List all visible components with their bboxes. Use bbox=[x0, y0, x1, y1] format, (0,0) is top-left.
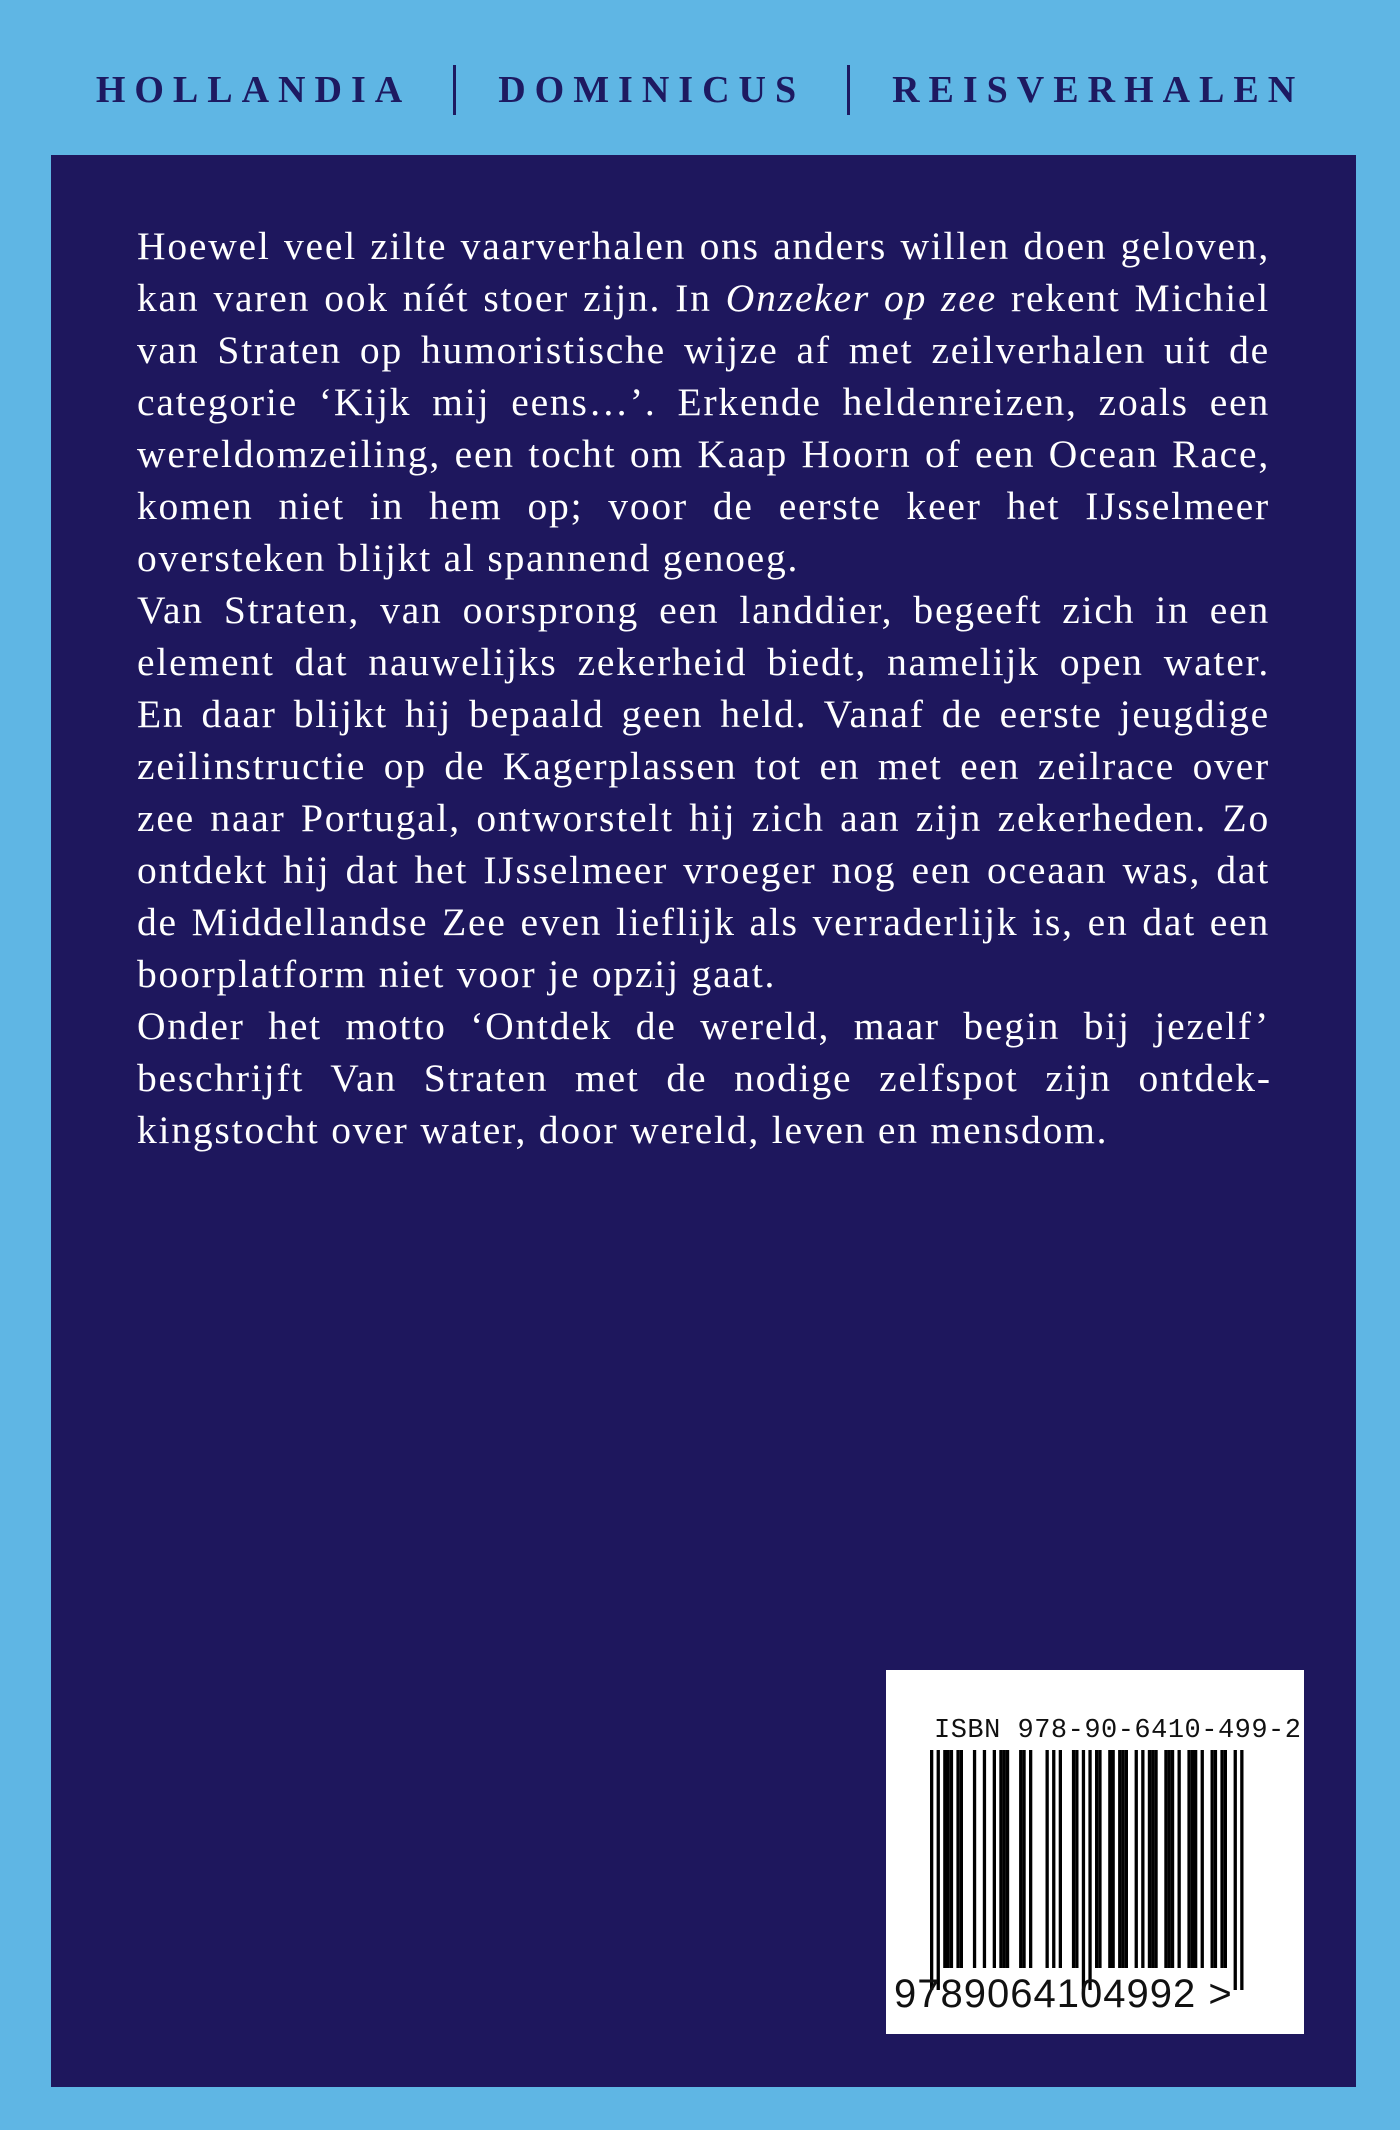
barcode-bar bbox=[1052, 1750, 1055, 1968]
barcode-bar bbox=[1171, 1750, 1174, 1968]
barcode-bar bbox=[1022, 1750, 1025, 1968]
ean-digits-text: 9789064104992 bbox=[894, 1972, 1197, 2016]
barcode-guard-bar bbox=[937, 1750, 940, 1990]
barcode-bar bbox=[1201, 1750, 1204, 1968]
ean-digits bbox=[894, 1972, 1294, 2017]
barcode-bar bbox=[1148, 1750, 1151, 1968]
blurb-paragraph-2: Van Straten, van oorsprong een landdier, begeeft zich in een element dat nauwelijks zekerheid biedt, namelijk open water. En daar blijkt hij bepaald geen held. Vanaf de eerste jeugdige zeilinstructie op de Kagerplassen tot en met een zeilrace over zee naar Portugal, ontworstelt hij zich aan zijn zekerheden. Zo ontdekt hij dat het IJsselmeer vroeger nog een oceaan was, dat de Middellandse Zee even lieflijk als verraderlijk is, en dat een boorplatform niet voor je opzij gaat. bbox=[137, 588, 1270, 996]
barcode-bar bbox=[1075, 1750, 1078, 1968]
barcode-bar bbox=[1121, 1750, 1124, 1968]
barcode-bar bbox=[1095, 1750, 1098, 1968]
barcode-bar bbox=[1178, 1750, 1181, 1968]
blurb-paragraph-3: Onder het motto ‘Ontdek de wereld, maar begin bij jezelf’ beschrijft Van Straten met de nodige zelfspot zijn ontdekkingstocht over water, door wereld, leven en mensdom. bbox=[137, 1004, 1270, 1152]
barcode-bar bbox=[1118, 1750, 1121, 1968]
barcode-bar bbox=[1112, 1750, 1115, 1968]
barcode-bar bbox=[1194, 1750, 1197, 1968]
barcode-bar bbox=[1187, 1750, 1190, 1968]
barcode-bar bbox=[983, 1750, 986, 1968]
series-divider bbox=[453, 65, 456, 115]
barcode-guard-bar bbox=[1234, 1750, 1237, 1990]
barcode-bar bbox=[1141, 1750, 1144, 1968]
barcode-bar bbox=[947, 1750, 950, 1968]
barcode-guard-bar bbox=[1082, 1750, 1085, 1990]
series-divider bbox=[847, 65, 850, 115]
blurb-paragraph-1 bbox=[137, 220, 1270, 584]
series-header bbox=[0, 62, 1400, 118]
barcode-bar bbox=[1019, 1750, 1022, 1968]
barcode-bar bbox=[1224, 1750, 1227, 1968]
barcode-bar bbox=[1154, 1750, 1157, 1968]
barcode-bar bbox=[950, 1750, 953, 1968]
isbn-barcode-box bbox=[886, 1670, 1304, 2034]
series-name-hollandia: HOLLANDIA bbox=[95, 69, 412, 111]
barcode-bar bbox=[1108, 1750, 1111, 1968]
barcode-bar bbox=[993, 1750, 996, 1968]
barcode-bar bbox=[943, 1750, 946, 1968]
barcode-bar bbox=[1164, 1750, 1167, 1968]
barcode-bar bbox=[1059, 1750, 1062, 1968]
blurb-text: rekent Michiel van Straten op humoristische wijze af met zeilverhalen uit de categorie ‘Kijk mij eens…’. Erkende heldenreizen, zoals een wereldomzeiling, een tocht om Kaap Hoorn of een Ocean Race, komen niet in hem op; voor de eerste keer het IJsselmeer oversteken blijkt al spannend genoeg. bbox=[137, 276, 1270, 580]
barcode-bar bbox=[1003, 1750, 1006, 1968]
barcode-bar bbox=[1191, 1750, 1194, 1968]
barcode-bar bbox=[1168, 1750, 1171, 1968]
barcode-bar bbox=[1135, 1750, 1138, 1968]
back-cover-blurb bbox=[137, 220, 1270, 1156]
barcode-bar bbox=[1029, 1750, 1032, 1968]
barcode-bar bbox=[1006, 1750, 1009, 1968]
barcode-bar bbox=[1072, 1750, 1075, 1968]
barcode-bar bbox=[973, 1750, 976, 1968]
isbn-label: ISBN 978-90-6410-499-2 bbox=[934, 1716, 1302, 1746]
barcode-bar bbox=[999, 1750, 1002, 1968]
series-name-dominicus: DOMINICUS bbox=[498, 69, 806, 111]
barcode-bar bbox=[1211, 1750, 1214, 1968]
barcode-bar bbox=[1214, 1750, 1217, 1968]
barcode-bar bbox=[1151, 1750, 1154, 1968]
barcode-guard-bar bbox=[1240, 1750, 1243, 1990]
book-title: Onzeker op zee bbox=[725, 276, 997, 320]
quiet-zone-mark: > bbox=[1208, 1972, 1233, 2016]
barcode-bar bbox=[1098, 1750, 1101, 1968]
barcode-bar bbox=[1046, 1750, 1049, 1968]
barcode-bar bbox=[1220, 1750, 1223, 1968]
blurb-text: Hoewel veel zilte vaarverhalen ons anders willen doen geloven, kan varen ook níét stoer zijn. In bbox=[137, 224, 1270, 320]
barcode-guard-bar bbox=[1088, 1750, 1091, 1990]
barcode-bar bbox=[960, 1750, 963, 1968]
barcode-bar bbox=[956, 1750, 959, 1968]
series-name-reisverhalen: REISVERHALEN bbox=[892, 69, 1305, 111]
barcode-guard-bar bbox=[930, 1750, 933, 1990]
barcode-bar bbox=[1125, 1750, 1128, 1968]
